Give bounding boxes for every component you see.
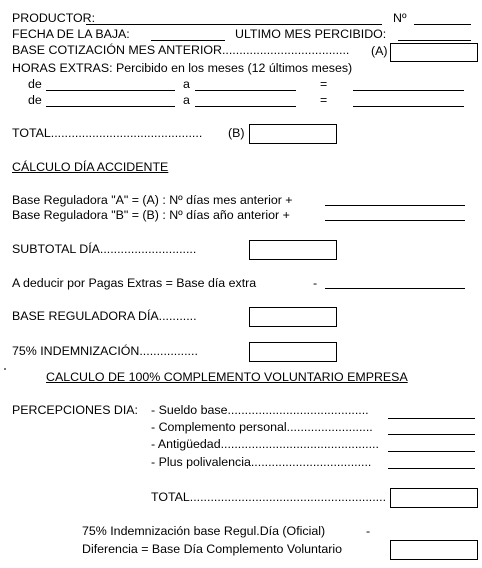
sueldo-base-label: - Sueldo base.........................................	[151, 403, 369, 417]
total-b-marker: (B)	[228, 126, 245, 140]
horas-row-2-eq: =	[320, 93, 328, 107]
horas-row-1-to-field[interactable]	[195, 90, 296, 91]
horas-row-2-de: de	[28, 93, 42, 107]
horas-extras-label: HORAS EXTRAS: Percibido en los meses (12 últimos meses)	[12, 61, 353, 75]
base-b-label: Base Reguladora "B" = (B) : Nº días año anterior +	[12, 208, 290, 222]
subtotal-box[interactable]	[249, 240, 337, 260]
subtotal-label: SUBTOTAL DÍA............................	[12, 242, 197, 256]
horas-row-2-a: a	[183, 93, 190, 107]
base-cotizacion-box[interactable]	[390, 43, 478, 62]
horas-row-1-amount-field[interactable]	[353, 90, 464, 91]
sueldo-base-field[interactable]	[388, 418, 475, 419]
deducir-minus: -	[313, 276, 318, 290]
horas-row-1-a: a	[183, 77, 190, 91]
base-cotizacion-label: BASE COTIZACIÓN MES ANTERIOR.....................................	[12, 43, 350, 57]
complemento-total-label: TOTAL.........................................................	[151, 490, 387, 504]
horas-row-1-de: de	[28, 77, 42, 91]
total-b-label: TOTAL............................................	[12, 126, 203, 140]
deducir-field[interactable]	[325, 288, 465, 289]
horas-row-1-from-field[interactable]	[46, 90, 175, 91]
complemento-personal-field[interactable]	[388, 434, 475, 435]
diferencia-box[interactable]	[390, 540, 478, 560]
numero-field[interactable]	[414, 24, 471, 25]
plus-polivalencia-field[interactable]	[388, 468, 475, 469]
productor-field[interactable]	[86, 24, 382, 25]
base-cotizacion-marker: (A)	[371, 44, 388, 58]
ultimo-mes-field[interactable]	[398, 40, 471, 41]
fecha-baja-field[interactable]	[151, 40, 225, 41]
complemento-title: CALCULO DE 100% COMPLEMENTO VOLUNTARIO EMPRESA	[46, 370, 408, 384]
base-reguladora-label: BASE REGULADORA DÍA...........	[12, 309, 197, 323]
productor-label: PRODUCTOR:	[12, 11, 96, 25]
percepciones-label: PERCEPCIONES DIA:	[12, 403, 138, 417]
base-b-field[interactable]	[325, 220, 465, 221]
plus-polivalencia-label: - Plus polivalencia...................................	[151, 455, 372, 469]
numero-label: Nº	[393, 11, 407, 25]
indemn-oficial-label: 75% Indemnización base Regul.Día (Oficial)	[82, 524, 326, 538]
indemnizacion-box[interactable]	[249, 342, 337, 362]
fecha-baja-label: FECHA DE LA BAJA:	[12, 27, 130, 41]
base-reguladora-box[interactable]	[249, 307, 337, 327]
antiguedad-label: - Antigüedad..............................................	[151, 437, 379, 451]
horas-row-2-amount-field[interactable]	[353, 106, 464, 107]
antiguedad-field[interactable]	[388, 451, 475, 452]
base-a-field[interactable]	[325, 205, 465, 206]
scan-mark	[4, 368, 6, 370]
complemento-total-box[interactable]	[390, 488, 478, 508]
horas-row-2-from-field[interactable]	[46, 106, 175, 107]
deducir-label: A deducir por Pagas Extras = Base día extra	[12, 276, 257, 290]
complemento-personal-label: - Complemento personal.........................	[151, 420, 373, 434]
base-a-label: Base Reguladora "A" = (A) : Nº días mes anterior +	[12, 193, 293, 207]
diferencia-label: Diferencia = Base Día Complemento Voluntario	[82, 542, 342, 556]
indemnizacion-label: 75% INDEMNIZACIÓN.................	[12, 344, 198, 358]
horas-row-2-to-field[interactable]	[195, 106, 296, 107]
ultimo-mes-label: ULTIMO MES PERCIBIDO:	[235, 27, 387, 41]
horas-row-1-eq: =	[320, 77, 328, 91]
indemn-oficial-minus: -	[366, 524, 371, 538]
calculo-title: CÁLCULO DÍA ACCIDENTE	[12, 160, 169, 174]
total-b-box[interactable]	[249, 124, 337, 144]
